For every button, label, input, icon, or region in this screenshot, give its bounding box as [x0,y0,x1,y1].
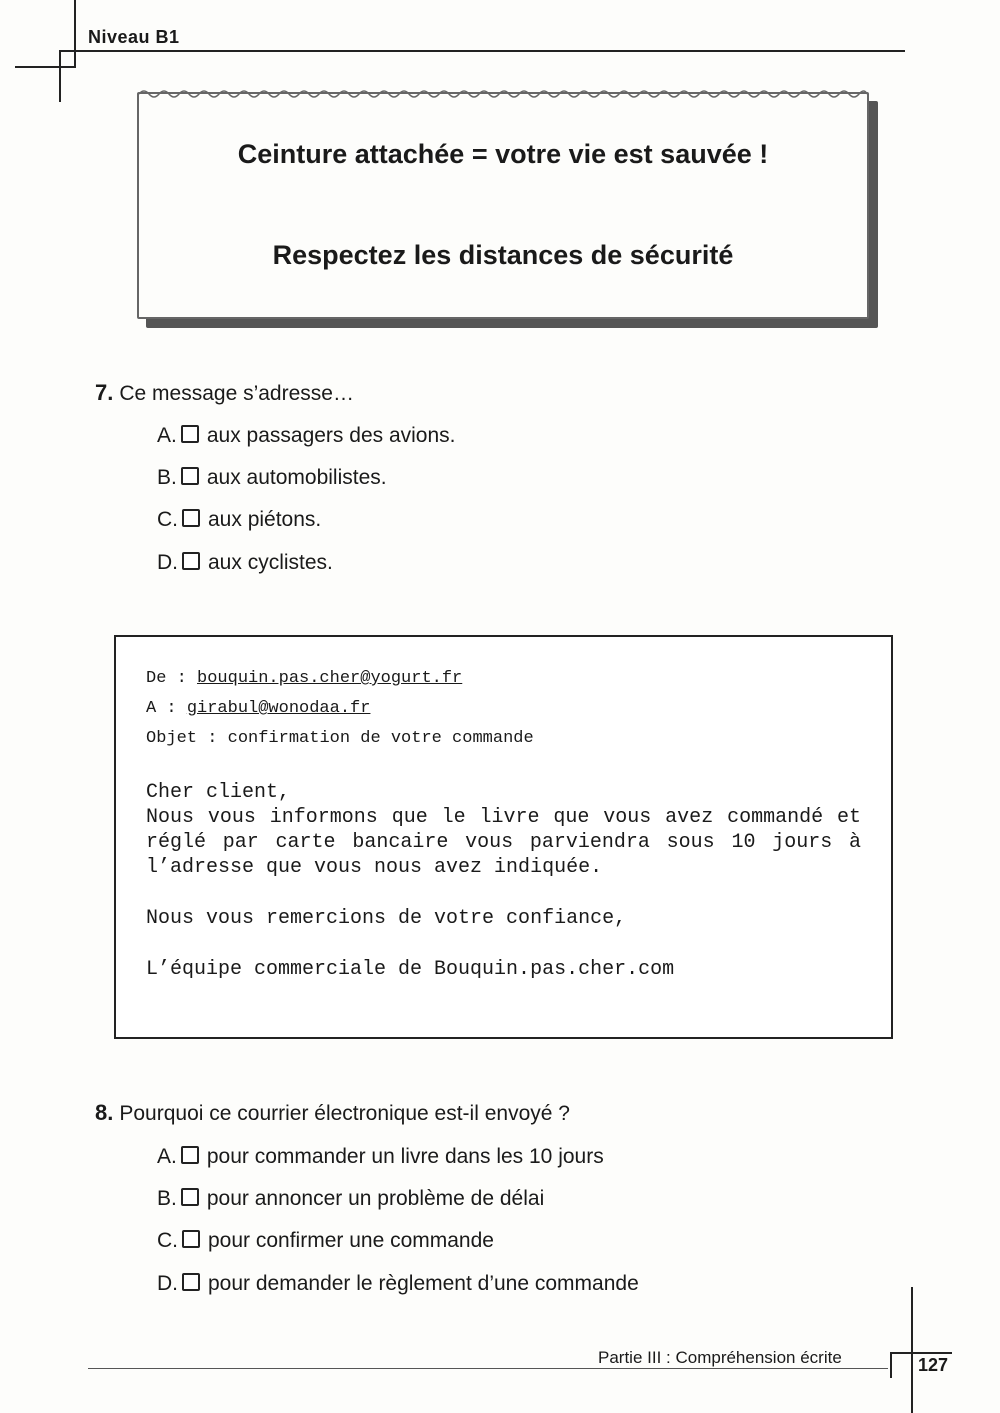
footer-section: Partie III : Compréhension écrite [598,1348,842,1367]
email-thanks: Nous vous remercions de votre confiance, [146,907,627,930]
email-subject [146,729,534,748]
crop-mark-vertical-2 [59,50,61,102]
option-text: pour commander un livre dans les 10 jours [206,1145,604,1168]
q8-option-a[interactable] [157,1145,604,1169]
checkbox-icon[interactable] [181,1146,199,1164]
from-label: De : [146,669,187,688]
option-text: aux cyclistes. [208,551,333,574]
page-number: 127 [918,1355,949,1375]
email-greeting: Cher client, [146,781,291,804]
question-text: Ce message s’adresse… [119,382,354,405]
email-body [146,780,861,982]
question-7 [95,380,354,406]
q8-option-c[interactable] [157,1229,494,1253]
to-address[interactable]: girabul@wonodaa.fr [186,699,371,718]
checkbox-icon[interactable] [182,509,200,527]
option-letter: A. [157,424,177,447]
checkbox-icon[interactable] [182,552,200,570]
wavy-border-top [139,88,867,100]
email-from [146,669,462,688]
q7-option-c[interactable] [157,508,321,532]
question-8 [95,1100,570,1126]
option-text: pour demander le règlement d’une commande [208,1272,639,1295]
q8-option-b[interactable] [157,1187,544,1211]
option-text: aux piétons. [208,508,322,531]
safety-slogan-2: Respectez les distances de sécurité [272,240,734,270]
option-letter: B. [157,1187,177,1210]
crop-mark-vertical [74,0,76,68]
to-label: A : [146,699,177,718]
option-letter: C. [157,1229,178,1252]
option-text: pour annoncer un problème de délai [206,1187,545,1210]
option-letter: D. [157,1272,178,1295]
question-text: Pourquoi ce courrier électronique est-il envoyé ? [119,1102,570,1125]
option-text: aux automobilistes. [206,466,387,489]
header-rule [60,50,905,52]
email-message [114,635,893,1039]
safety-slogan-1: Ceinture attachée = votre vie est sauvée ! [237,139,769,169]
subject-label: Objet : [146,729,218,748]
checkbox-icon[interactable] [182,1273,200,1291]
email-signature: L’équipe commerciale de Bouquin.pas.cher.com [146,958,675,981]
level-title: Niveau B1 [88,27,180,47]
option-letter: D. [157,551,178,574]
question-number: 8. [95,1100,114,1125]
footer-rule [88,1368,888,1369]
safety-message-box [137,92,869,319]
from-address[interactable]: bouquin.pas.cher@yogurt.fr [197,669,463,688]
checkbox-icon[interactable] [182,1230,200,1248]
option-text: pour confirmer une commande [208,1229,494,1252]
checkbox-icon[interactable] [181,425,199,443]
option-letter: C. [157,508,178,531]
subject-text: confirmation de votre commande [227,729,534,748]
q7-option-a[interactable] [157,424,456,448]
option-letter: A. [157,1145,177,1168]
email-to [146,699,370,718]
question-number: 7. [95,380,114,405]
checkbox-icon[interactable] [181,467,199,485]
q8-option-d[interactable] [157,1272,639,1296]
email-paragraph: Nous vous informons que le livre que vous avez commandé et réglé par carte bancaire vous parviendra sous 10 jours à l’adresse que vous nous avez indiquée. [146,806,861,879]
option-text: aux passagers des avions. [206,424,456,447]
q7-option-d[interactable] [157,551,333,575]
option-letter: B. [157,466,177,489]
q7-option-b[interactable] [157,466,387,490]
checkbox-icon[interactable] [181,1188,199,1206]
crop-mark-horizontal [15,66,76,68]
crop-mark-footer [911,1287,913,1413]
